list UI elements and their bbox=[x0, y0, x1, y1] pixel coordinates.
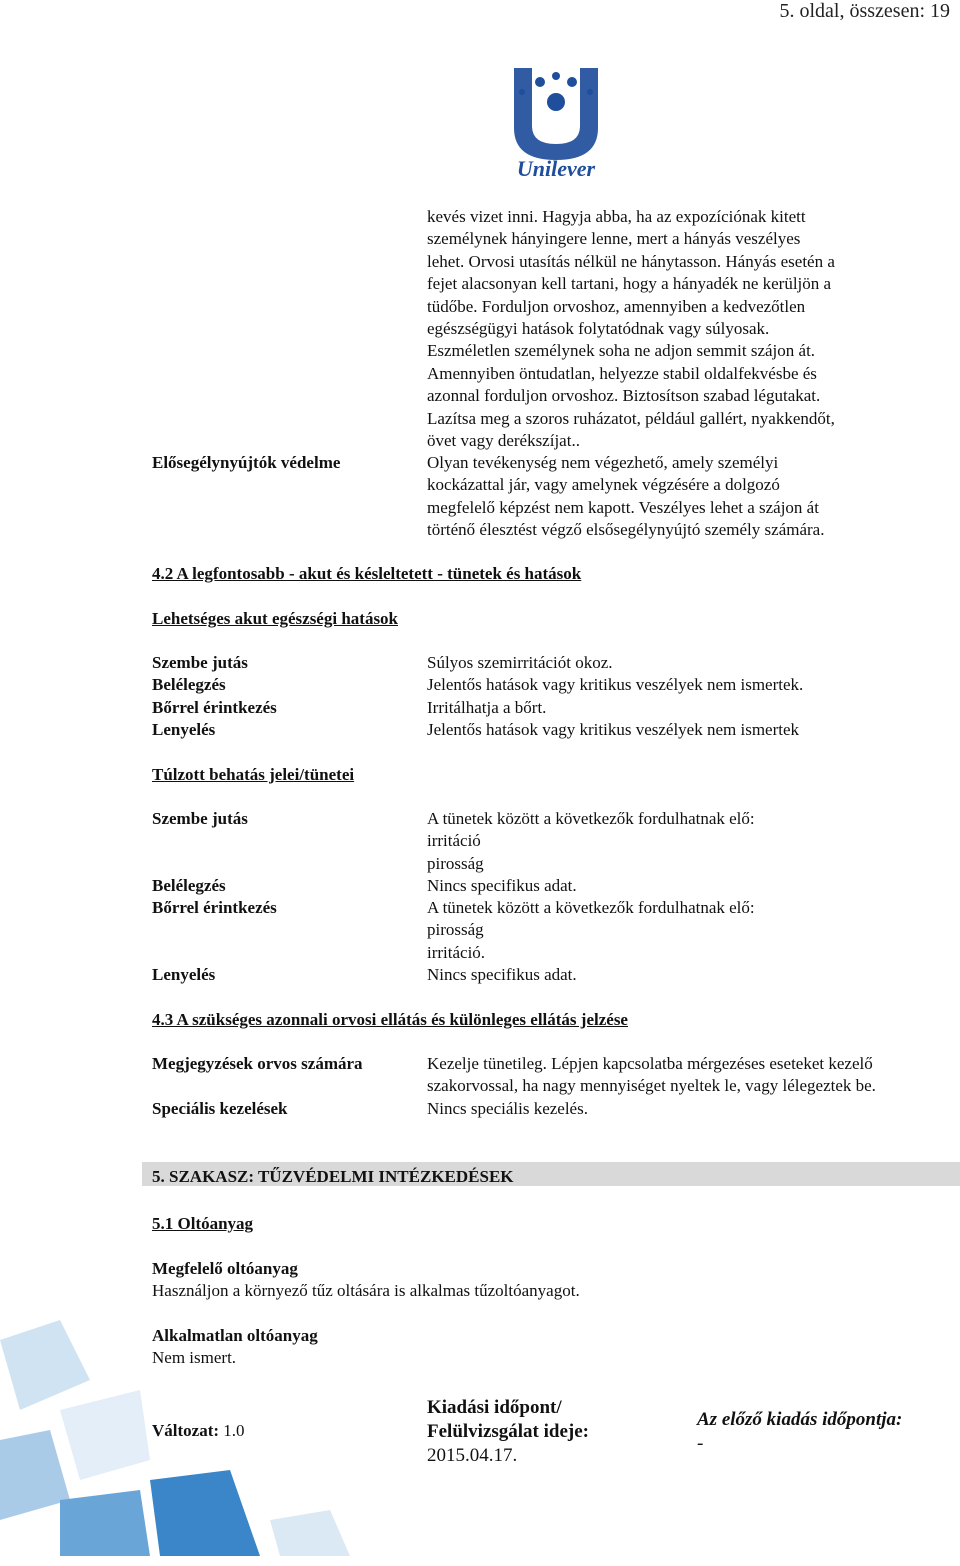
acute-eye-label: Szembe jutás bbox=[152, 653, 248, 672]
section-4-3-heading: 4.3 A szükséges azonnali orvosi ellátás és különleges ellátás jelzése bbox=[152, 1010, 628, 1029]
overexposure-heading: Túlzott behatás jelei/tünetei bbox=[152, 765, 355, 784]
overexposure-eye-values bbox=[427, 808, 755, 875]
version-value: 1.0 bbox=[223, 1421, 245, 1440]
text-line: kevés vizet inni. Hagyja abba, ha az expozíciónak kitett bbox=[427, 207, 806, 226]
protection-text bbox=[427, 452, 947, 542]
text-line: övet vagy derékszíjat.. bbox=[427, 431, 580, 451]
issue-label-2: Felülvizsgálat ideje: bbox=[427, 1421, 589, 1442]
overexposure-inhalation-label: Belélegzés bbox=[152, 876, 226, 895]
issue-date: 2015.04.17. bbox=[427, 1445, 518, 1466]
text-line: kockázattal jár, vagy amelynek végzésére a dolgozó bbox=[427, 475, 780, 495]
acute-labels bbox=[152, 652, 277, 742]
unsuitable-media-value: Nem ismert. bbox=[152, 1348, 237, 1367]
acute-effects-heading: Lehetséges akut egészségi hatások bbox=[152, 609, 399, 628]
text-line: megfelelő képzést nem kapott. Veszélyes lehet a szájon át bbox=[427, 497, 819, 517]
acute-ingestion-label: Lenyelés bbox=[152, 720, 216, 740]
text-line: Lazítsa meg a szoros ruházatot, például gallért, nyakkendőt, bbox=[427, 408, 835, 428]
doctor-notes-label: Megjegyzések orvos számára bbox=[152, 1054, 363, 1073]
section-5-heading: 5. SZAKASZ: TŰZVÉDELMI INTÉZKEDÉSEK bbox=[152, 1167, 514, 1186]
unsuitable-media-label: Alkalmatlan oltóanyag bbox=[152, 1326, 318, 1345]
text-line: azonnal forduljon orvoshoz. Biztosítson szabad légutakat. bbox=[427, 386, 821, 406]
section-5-1-heading: 5.1 Oltóanyag bbox=[152, 1214, 254, 1233]
overexposure-eye-label: Szembe jutás bbox=[152, 809, 248, 828]
special-treatment-label: Speciális kezelések bbox=[152, 1099, 288, 1118]
text-line: Kezelje tünetileg. Lépjen kapcsolatba mérgezéses eseteket kezelő bbox=[427, 1054, 873, 1073]
text-line: Eszméletlen személynek soha ne adjon semmit szájon át. bbox=[427, 341, 816, 361]
text-line: egészségügyi hatások folytatódnak vagy súlyosak. bbox=[427, 319, 770, 339]
text-line: A tünetek között a következők fordulhatnak elő: bbox=[427, 898, 755, 917]
acute-skin-label: Bőrrel érintkezés bbox=[152, 697, 277, 717]
text-line: Olyan tevékenység nem végezhető, amely személyi bbox=[427, 453, 779, 472]
text-line: fejet alacsonyan kell tartani, hogy a hányadék ne kerüljön a bbox=[427, 274, 832, 294]
text-line: történő élesztést végző elsősegélynyújtó személy számára. bbox=[427, 520, 825, 540]
overexposure-inhalation-value: Nincs specifikus adat. bbox=[427, 876, 577, 895]
acute-eye-value: Súlyos szemirritációt okoz. bbox=[427, 653, 613, 672]
issue-block bbox=[427, 1396, 589, 1468]
acute-inhalation-value: Jelentős hatások vagy kritikus veszélyek nem ismertek. bbox=[427, 675, 804, 695]
text-line: személynek hányingere lenne, mert a hányás veszélyes bbox=[427, 229, 801, 249]
text-line: tüdőbe. Forduljon orvoshoz, amennyiben a kedvezőtlen bbox=[427, 296, 806, 316]
section-4-2-heading: 4.2 A legfontosabb - akut és késleltetett - tünetek és hatások bbox=[152, 564, 582, 583]
protection-label: Elősegélynyújtók védelme bbox=[152, 453, 341, 472]
suitable-media-value: Használjon a környező tűz oltására is alkalmas tűzoltóanyagot. bbox=[152, 1281, 580, 1300]
text-line: irritáció bbox=[427, 831, 481, 851]
text-line: lehet. Orvosi utasítás nélkül ne hánytasson. Hányás esetén a bbox=[427, 251, 835, 271]
prev-issue-block bbox=[697, 1408, 902, 1456]
overexposure-ingestion-value: Nincs specifikus adat. bbox=[427, 965, 577, 984]
text-line: pirosság bbox=[427, 853, 484, 873]
version-block bbox=[152, 1420, 245, 1442]
issue-label-1: Kiadási időpont/ bbox=[427, 1397, 562, 1418]
acute-inhalation-label: Belélegzés bbox=[152, 675, 226, 695]
version-label: Változat: bbox=[152, 1421, 220, 1440]
text-line: A tünetek között a következők fordulhatnak elő: bbox=[427, 809, 755, 828]
special-treatment-value: Nincs speciális kezelés. bbox=[427, 1099, 588, 1118]
acute-ingestion-value: Jelentős hatások vagy kritikus veszélyek nem ismertek bbox=[427, 720, 800, 740]
unilever-logo bbox=[500, 62, 612, 182]
suitable-media-label: Megfelelő oltóanyag bbox=[152, 1259, 298, 1278]
overexposure-skin-values bbox=[427, 897, 755, 964]
page-number: 5. oldal, összesen: 19 bbox=[779, 0, 950, 22]
prev-issue-value: - bbox=[697, 1433, 704, 1454]
overexposure-skin-label: Bőrrel érintkezés bbox=[152, 898, 277, 917]
text-line: irritáció. bbox=[427, 942, 486, 962]
svg-text:Unilever: Unilever bbox=[516, 156, 596, 181]
text-line: Amennyiben öntudatlan, helyezze stabil oldalfekvésbe és bbox=[427, 363, 817, 383]
acute-skin-value: Irritálhatja a bőrt. bbox=[427, 697, 547, 717]
doctor-notes-text bbox=[427, 1053, 876, 1098]
text-line: pirosság bbox=[427, 920, 484, 940]
first-aid-paragraph bbox=[427, 206, 947, 452]
overexposure-ingestion-label: Lenyelés bbox=[152, 965, 216, 984]
prev-issue-label: Az előző kiadás időpontja: bbox=[697, 1409, 903, 1430]
acute-values bbox=[427, 652, 803, 742]
text-line: szakorvossal, ha nagy mennyiséget nyeltek le, vagy lélegeztek be. bbox=[427, 1076, 876, 1096]
